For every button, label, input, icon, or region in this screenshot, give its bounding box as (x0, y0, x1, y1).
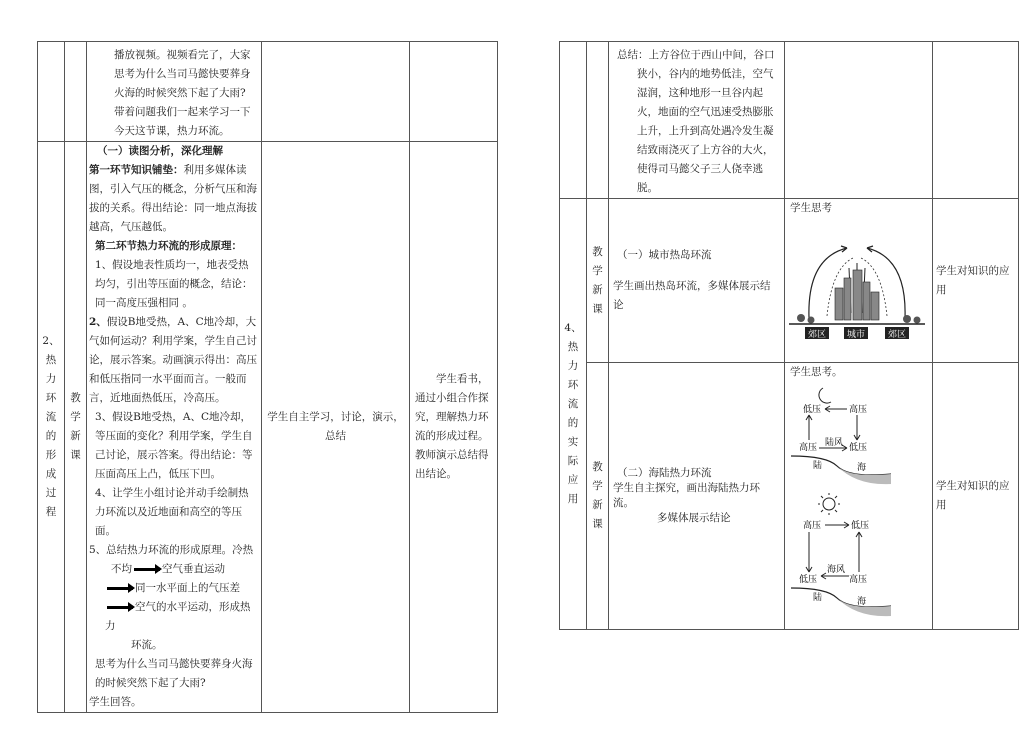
day-low-top: 低压 (851, 521, 870, 531)
left-row1-num-cell (38, 42, 65, 142)
city-content-cell (609, 199, 785, 363)
design-purpose-cell (410, 142, 498, 713)
arrow-icon (107, 587, 133, 590)
vertical-type-char: 教 (70, 392, 81, 404)
sea-land-text-2: 多媒体展示结论 (657, 512, 731, 524)
vertical-title-char: 力 (567, 360, 579, 372)
night-circulation (791, 388, 891, 484)
city-purpose: 学生对知识的应用 (936, 264, 1010, 296)
night-low-bot: 低压 (849, 443, 868, 453)
urban-heat-island-diagram (787, 218, 927, 348)
answer-text: 学生回答。 (89, 696, 142, 708)
vertical-type-char: 新 (70, 430, 81, 442)
step1-label: 第一环节知识铺垫： (89, 164, 184, 176)
summary-paragraph: 总结：上方谷位于西山中间，谷口狭小，谷内的地势低洼，空气湿润，这种地形一旦谷内起火，地面的空气迅速受热膨胀上升，上升到高处遇冷发生凝结致雨浇灭了上方谷的大火，使得司马懿父子三人侥幸逃脱。 (617, 49, 775, 194)
vertical-type-char: 新 (592, 283, 603, 296)
night-wind: 陆风 (825, 438, 844, 448)
vertical-title-char: 力 (45, 373, 57, 385)
lesson-type (65, 389, 86, 465)
vertical-title-char: 的 (45, 430, 57, 442)
day-high-bot: 高压 (849, 575, 868, 585)
student-activity: 学生自主学习，讨论，演示，总结 (267, 411, 404, 442)
vertical-type-char: 学 (592, 264, 603, 277)
vertical-type-char: 课 (70, 449, 81, 461)
item3-text: 3、假设B地受热，A、C地冷却，等压面的变化？利用学案，学生自己讨论，展示答案。得出结论：等压面高压上凸，低压下凹。 (95, 411, 253, 480)
night-high-bot: 高压 (799, 443, 818, 453)
sea-land-text: 学生自主探究，画出海陆热力环流。 (613, 482, 760, 509)
item2-number: 2、 (89, 316, 107, 328)
vertical-type-char: 学 (592, 480, 603, 492)
flow1-b: 空气垂直运动 (162, 563, 225, 575)
city-title: （一）城市热岛环流 (617, 249, 712, 261)
night-land: 陆 (813, 461, 823, 471)
item4-text: 4、让学生小组讨论并动手绘制热力环流以及近地面和高空的等压面。 (95, 487, 249, 537)
day-circulation (791, 493, 891, 616)
left-lesson-table (37, 41, 498, 713)
night-high-top: 高压 (849, 405, 868, 415)
arrow-icon (107, 606, 133, 609)
flow1-a: 不均 (111, 563, 132, 575)
vertical-type-char: 课 (592, 518, 603, 530)
vertical-title-char: 环 (567, 379, 579, 391)
student-activity-cell (262, 142, 410, 713)
app-lesson-type-cell-1 (587, 199, 609, 363)
suburb-label-left: 郊区 (807, 330, 827, 340)
right-lesson-table (559, 41, 1019, 630)
section-number: 2、 (42, 335, 60, 347)
night-low-top: 低压 (803, 405, 822, 415)
sea-land-breeze-diagram (787, 382, 897, 622)
right-row1-content-cell (609, 42, 785, 199)
city-label: 城市 (846, 330, 866, 340)
day-low-bot: 低压 (799, 575, 818, 585)
sea-land-title: （二）海陆热力环流 (617, 467, 712, 479)
sea-land-purpose: 学生对知识的应用 (936, 480, 1010, 511)
coastline (791, 456, 891, 475)
sea-land-student: 学生思考。 (790, 366, 843, 378)
moon-icon (819, 388, 831, 403)
section-title (38, 351, 64, 522)
question-text: 思考为什么当司马懿快要葬身火海的时候突然下起了大雨? (95, 658, 253, 689)
left-row1-purpose-cell (410, 42, 498, 142)
app-lesson-type-2 (587, 458, 608, 534)
flow3b: 环流。 (131, 639, 163, 651)
item5-text: 5、总结热力环流的形成原理。冷热 (89, 544, 254, 556)
vertical-title-char: 实 (567, 436, 579, 448)
lesson-type-cell (65, 142, 87, 713)
vertical-type-char: 学 (70, 411, 81, 423)
day-sea: 海 (857, 597, 867, 607)
flow2: 同一水平面上的气压差 (135, 582, 240, 594)
vertical-title-char: 形 (45, 449, 57, 461)
vertical-title-char: 过 (45, 487, 57, 499)
app-section-number-cell (560, 199, 587, 630)
vertical-title-char: 应 (567, 474, 579, 486)
suburb-label-right: 郊区 (887, 330, 907, 340)
vertical-type-char: 教 (592, 461, 603, 473)
vertical-title-char: 热 (567, 341, 579, 353)
night-sea: 海 (857, 463, 867, 473)
left-row1-type-cell (65, 42, 87, 142)
vertical-title-char: 用 (567, 493, 579, 505)
vertical-title-char: 流 (567, 398, 579, 410)
day-land: 陆 (813, 593, 823, 603)
step1-text: 利用多媒体读图，引入气压的概念，分析气压和海拔的关系。得出结论：同一地点海拔越高，气压越低。 (89, 164, 257, 233)
city-student: 学生思考 (790, 202, 832, 214)
app-section-title (560, 338, 586, 509)
vertical-title-char: 流 (45, 411, 57, 423)
coastline (791, 588, 891, 607)
vertical-type-char: 新 (592, 499, 603, 511)
sun-icon (823, 498, 835, 510)
intro-paragraph: 播放视频。视频看完了，大家思考为什么当司马懿快要葬身火海的时候突然下起了大雨?带着问题我们一起来学习一下今天这节课，热力环流。 (114, 49, 251, 137)
vertical-title-char: 的 (567, 417, 579, 429)
design-purpose: 学生看书，通过小组合作探究，理解热力环流的形成过程。教师演示总结得出结论。 (415, 373, 489, 480)
section-number-cell (38, 142, 65, 713)
day-high-top: 高压 (803, 521, 822, 531)
item2-text: 假设B地受热，A、C地冷却，大气如何运动？利用学案，学生自己讨论，展示答案。动画演示得出：高压和低压指同一水平面而言。一般而言，近地面热低压，冷高压。 (89, 316, 257, 404)
app-lesson-type-cell-2 (587, 363, 609, 630)
flow3a: 空气的水平运动，形成热力 (105, 601, 251, 632)
vertical-title-char: 热 (45, 354, 57, 366)
app-lesson-type-1 (587, 243, 608, 319)
section-heading: （一）读图分析，深化理解 (97, 145, 223, 157)
right-row1-purpose-cell (933, 42, 1019, 199)
vertical-title-char: 际 (567, 455, 579, 467)
vertical-title-char: 程 (45, 506, 57, 518)
step2-label: 第二环节热力环流的形成原理： (95, 240, 242, 252)
sea-land-content-cell (609, 363, 785, 630)
right-row1-num-cell (560, 42, 587, 199)
left-row2-content-cell (87, 142, 262, 713)
step2-text: 1、假设地表性质均一，地表受热均匀，引出等压面的概念，结论：同一高度压强相同 。 (95, 259, 253, 309)
right-row1-student-cell (785, 42, 933, 199)
city-purpose-cell (933, 199, 1019, 363)
city-student-cell (785, 199, 933, 363)
city-buildings (835, 270, 879, 320)
vertical-title-char: 环 (45, 392, 57, 404)
arrow-icon (134, 568, 160, 571)
vertical-type-char: 课 (592, 302, 603, 315)
day-wind: 海风 (827, 565, 846, 575)
sea-land-purpose-cell (933, 363, 1019, 630)
app-section-number: 4、 (564, 322, 582, 334)
right-row1-type-cell (587, 42, 609, 199)
vertical-title-char: 成 (45, 468, 57, 480)
left-row1-student-cell (262, 42, 410, 142)
vertical-type-char: 教 (592, 245, 603, 258)
city-text: 学生画出热岛环流，多媒体展示结论 (613, 280, 771, 311)
left-row1-content-cell (87, 42, 262, 142)
sea-land-student-cell (785, 363, 933, 630)
